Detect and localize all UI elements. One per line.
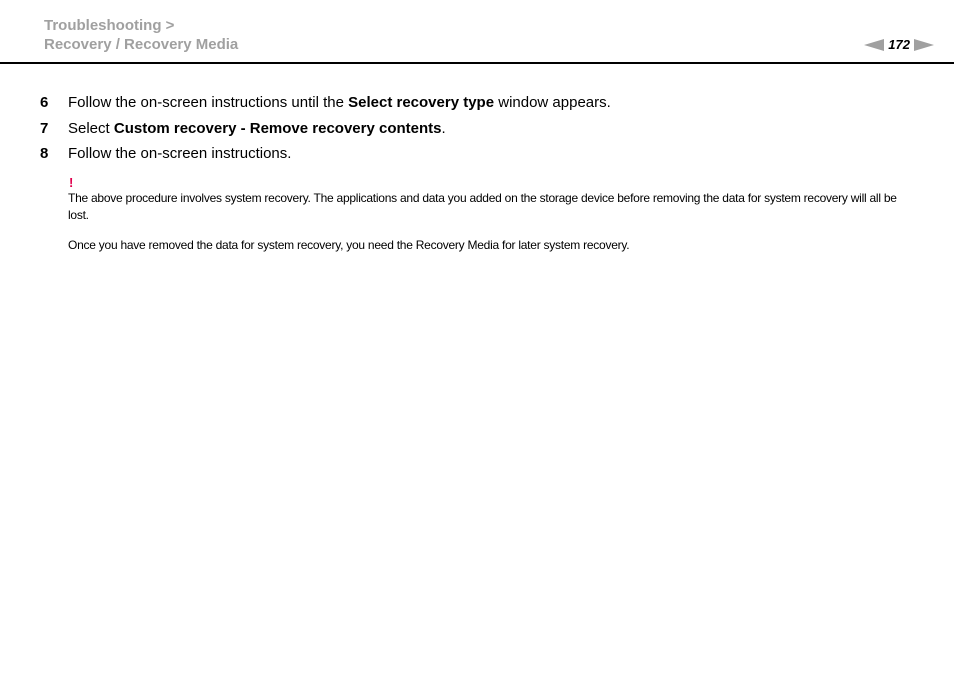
previous-page-icon[interactable] [864, 39, 884, 51]
step-item [40, 93, 920, 113]
warning-text: The above procedure involves system recovery. The applications and data you added on the storage device before removing the data for system recovery will all be lost. [68, 191, 897, 222]
instruction-steps [40, 93, 920, 170]
breadcrumb-link-recovery[interactable]: Recovery / Recovery Media [44, 36, 239, 53]
ui-term: Select recovery type [348, 94, 495, 111]
step-item [40, 119, 920, 139]
step-number: 8 [40, 145, 49, 162]
note-text: Once you have removed the data for system recovery, you need the Recovery Media for later system recovery. [68, 238, 630, 252]
page-number: 172 [888, 37, 910, 52]
next-page-icon[interactable] [914, 39, 934, 51]
step-text: Select Custom recovery - Remove recovery contents. [68, 119, 446, 137]
warning-icon: ! [69, 175, 74, 190]
breadcrumb-link-troubleshooting[interactable]: Troubleshooting > [44, 17, 175, 34]
breadcrumb [44, 16, 238, 54]
ui-term: Custom recovery - Remove recovery contents [113, 119, 442, 137]
page-header [0, 0, 954, 64]
step-item [40, 144, 920, 164]
warning-note [68, 176, 898, 254]
page-navigation [864, 36, 934, 54]
step-text: Follow the on-screen instructions. [68, 145, 292, 162]
step-number: 6 [40, 94, 49, 111]
step-number: 7 [40, 119, 49, 137]
step-text: Follow the on-screen instructions until the Select recovery type window appears. [68, 94, 611, 111]
